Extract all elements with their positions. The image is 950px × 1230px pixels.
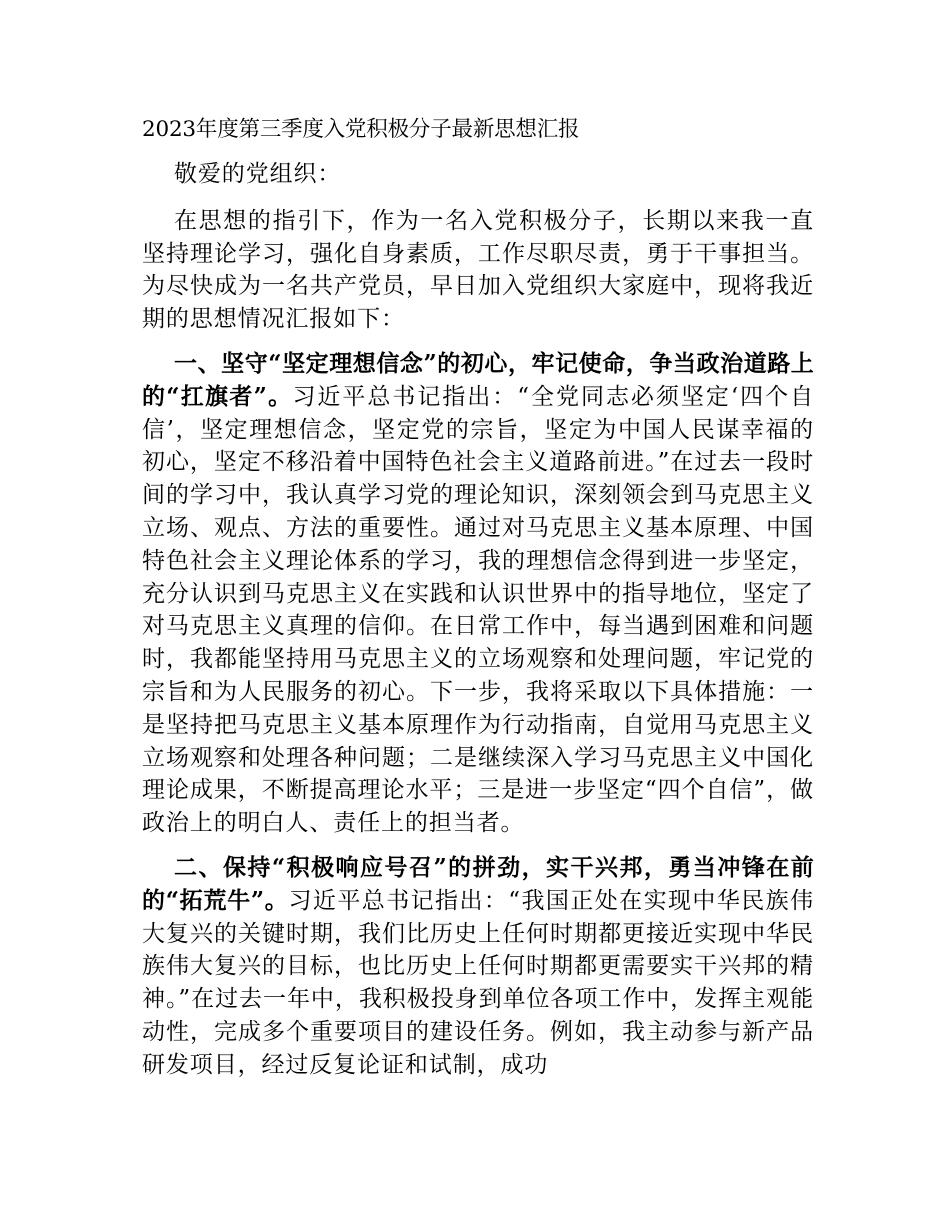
document-title: 2023年度第三季度入党积极分子最新思想汇报	[142, 117, 580, 142]
section-2-paragraph	[142, 852, 814, 1082]
section-2-body: 习近平总书记指出：“我国正处在实现中华民族伟大复兴的关键时期，我们比历史上任何时期都更接近实现中华民族伟大复兴的目标，也比历史上任何时期都更需要实干兴邦的精神。”在过去一年中，我积极投身到单位各项工作中，发挥主观能动性，完成多个重要项目的建设任务。例如，我主动参与新产品研发项目，经过反复论证和试制，成功	[142, 887, 815, 1078]
document-page	[142, 112, 814, 1094]
section-1-body: 习近平总书记指出：“全党同志必须坚定‘四个自信’，坚定理想信念，坚定党的宗旨，坚定为中国人民谋幸福的初心，坚定不移沿着中国特色社会主义道路前进。”在过去一段时间的学习中，我认真学习党的理论知识，深刻领会到马克思主义立场、观点、方法的重要性。通过对马克思主义基本原理、中国特色社会主义理论体系的学习，我的理想信念得到进一步坚定，充分认识到马克思主义在实践和认识世界中的指导地位，坚定了对马克思主义真理的信仰。在日常工作中，每当遇到困难和问题时，我都能坚持用马克思主义的立场观察和处理问题，牢记党的宗旨和为人民服务的初心。下一步，我将采取以下具体措施：一是坚持把马克思主义基本原理作为行动指南，自觉用马克思主义立场观察和处理各种问题；二是继续深入学习马克思主义中国化理论成果，不断提高理论水平；三是进一步坚定“四个自信”，做政治上的明白人、责任上的担当者。	[142, 383, 815, 837]
section-1-heading: 一、坚守“坚定理想信念”的初心，牢记使命，争当政治道路上的“扛旗者”。	[142, 349, 814, 410]
section-1-paragraph	[142, 348, 814, 840]
intro-paragraph: 在思想的指引下，作为一名入党积极分子，长期以来我一直坚持理论学习，强化自身素质，工作尽职尽责，勇于干事担当。为尽快成为一名共产党员，早日加入党组织大家庭中，现将我近期的思想情况汇报如下：	[142, 207, 814, 333]
salutation: 敬爱的党组织：	[174, 161, 342, 187]
section-2-heading: 二、保持“积极响应号召”的拼劲，实干兴邦，勇当冲锋在前的“拓荒牛”。	[142, 853, 814, 914]
